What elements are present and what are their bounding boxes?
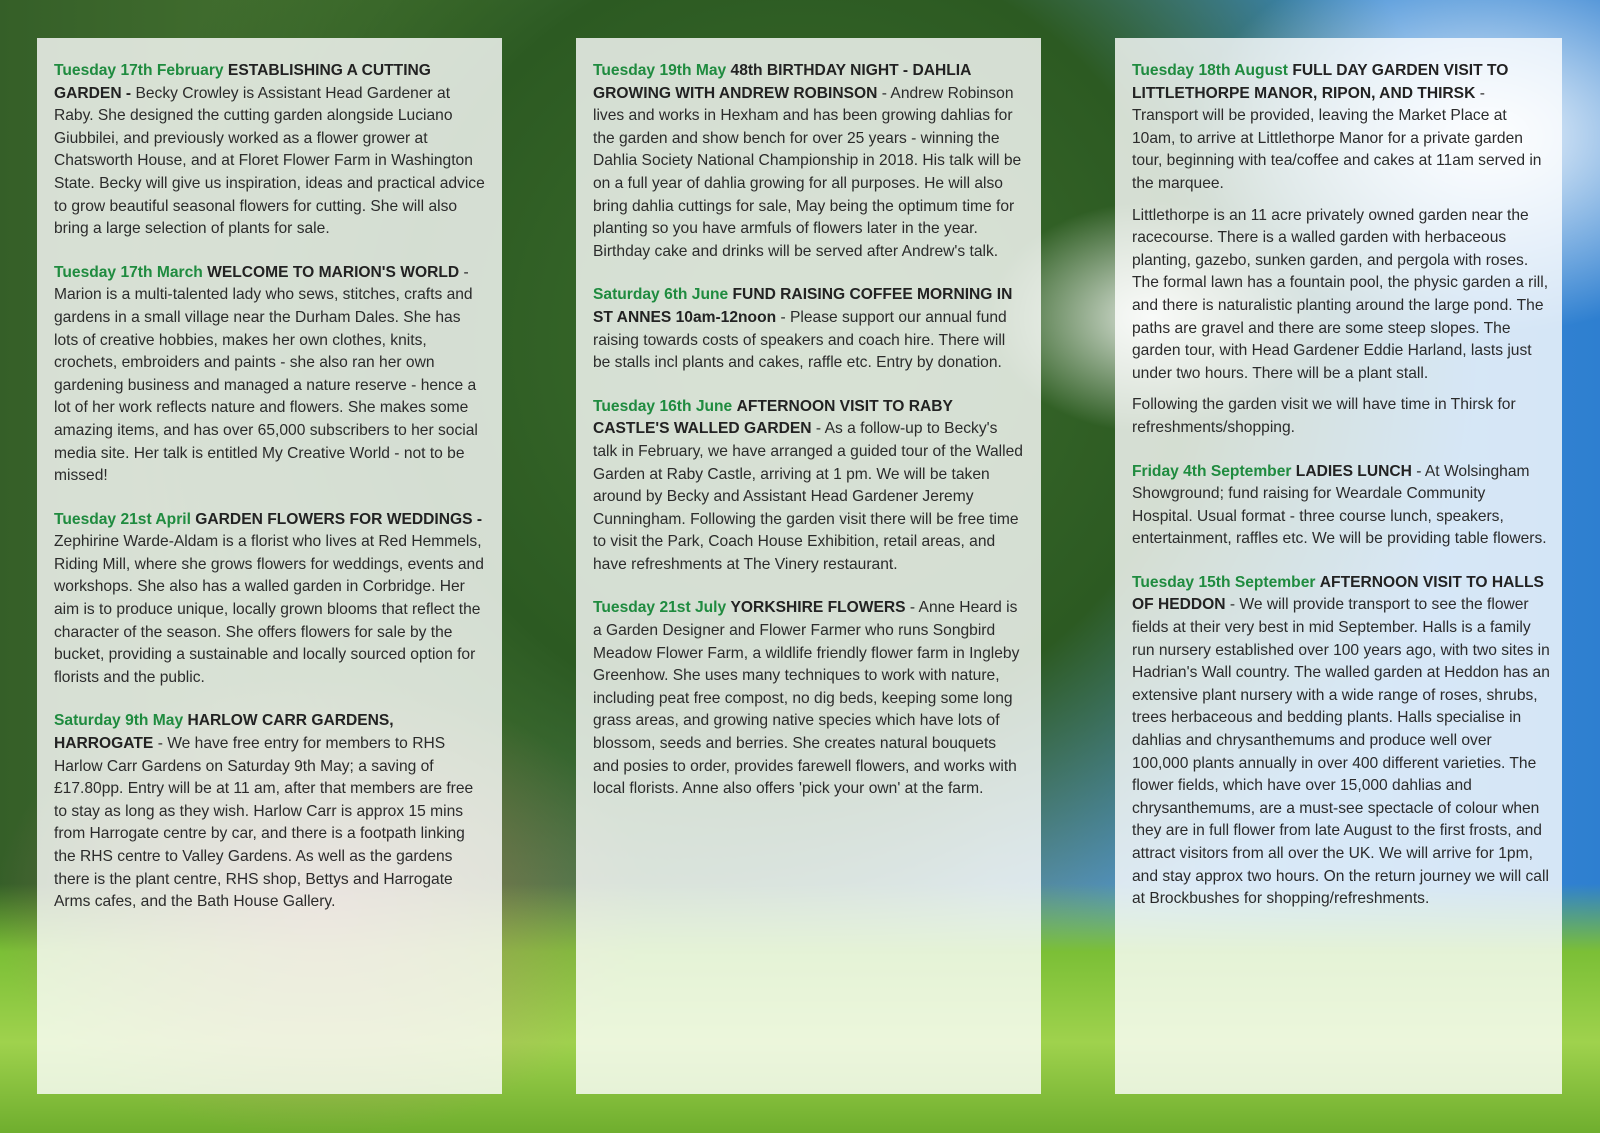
column-2 [576, 38, 1041, 1094]
event-date: Tuesday 16th June [593, 397, 733, 415]
event-entry [54, 509, 486, 690]
event-title: ESTABLISHING A CUTTING GARDEN - [54, 62, 431, 102]
event-description: - We have free entry for members to RHS Harlow Carr Gardens on Saturday 9th May; a saving of £17.80pp. Entry will be at 11 am, after that members are free to stay as long as they wish. Harlow Carr is approx 15 mins from Harrogate centre by car, and there is a footpath linking the RHS centre to Valley Gardens. As well as the gardens there is the plant centre, RHS shop, Bettys and Harrogate Arms cafes, and the Bath House Gallery. [54, 735, 474, 911]
event-entry [593, 597, 1025, 800]
event-title: GARDEN FLOWERS FOR WEDDINGS - [195, 510, 483, 528]
event-title: 48th BIRTHDAY NIGHT - DAHLIA GROWING WITH ANDREW ROBINSON [593, 62, 971, 102]
event-title: HARLOW CARR GARDENS, HARROGATE [54, 712, 394, 753]
event-title: AFTERNOON VISIT TO RABY CASTLE'S WALLED GARDEN [593, 397, 953, 438]
event-description: - As a follow-up to Becky's talk in February, we have arranged a guided tour of the Walled Garden at Raby Castle, arriving at 1 pm. We will be taken around by Becky and Assistant Head Gardener Jeremy Cunningham. Following the garden visit there will be free time to visit the Park, Coach House Exhibition, retail areas, and have refreshments at The Vinery restaurant. [593, 420, 1023, 573]
event-title: LADIES LUNCH [1295, 462, 1412, 480]
event-description: - We will provide transport to see the flower fields at their very best in mid September. Halls is a family run nursery established over 100 years ago, with two sites in Hadrian's Wall country. The walled garden at Heddon has an extensive plant nursery with a wide range of roses, shrubs, trees herbaceous and bedding plants. Halls specialise in dahlias and chrysanthemums and produce well over 100,000 plants annually in over 400 different varieties. The flower fields, which have over 15,000 dahlias and chrysanthemums, are a must-see spectacle of colour when they are in full flower from late August to the first frosts, and attract visitors from all over the UK. We will arrive for 1pm, and stay approx two hours. On the return journey we will call at Brockbushes for shopping/refreshments. [1132, 596, 1550, 908]
event-title: FUND RAISING COFFEE MORNING IN ST ANNES 10am-12noon [593, 286, 1013, 326]
event-description: - Andrew Robinson lives and works in Hexham and has been growing dahlias for the garden and show bench for over 25 years - winning the Dahlia Society National Championship in 2018. His talk will be on a full year of dahlia growing for all purposes. He will also bring dahlia cuttings for sale, May being the optimum time for planting so you have armfuls of flowers later in the year. Birthday cake and drinks will be served after Andrew's talk. [593, 84, 1022, 260]
event-date: Tuesday 21st July [593, 599, 727, 617]
event-date: Tuesday 21st April [54, 510, 191, 528]
event-date: Tuesday 15th September [1132, 573, 1316, 591]
event-entry [54, 60, 486, 241]
event-entry [54, 262, 486, 488]
event-date: Tuesday 17th February [54, 62, 224, 79]
event-description: - At Wolsingham Showground; fund raising for Weardale Community Hospital. Usual format - three course lunch, speakers, entertainment, raffles etc. We will be providing table flowers. [1132, 462, 1547, 548]
event-title: FULL DAY GARDEN VISIT TO LITTLETHORPE MANOR, RIPON, AND THIRSK [1132, 62, 1509, 102]
event-entry [1132, 60, 1550, 440]
column-3 [1115, 38, 1562, 1094]
event-entry [593, 60, 1025, 263]
event-description: - Please support our annual fund raising towards costs of speakers and coach hire. There will be stalls incl plants and cakes, raffle etc. Entry by donation. [593, 308, 1007, 372]
event-title: YORKSHIRE FLOWERS [730, 599, 906, 617]
event-entry [593, 396, 1025, 577]
event-paragraph: Littlethorpe is an 11 acre privately owned garden near the racecourse. There is a walled garden with herbaceous planting, gazebo, sunken garden, and pergola with roses. The formal lawn has a fountain pool, the physic garden a rill, and there is naturalistic planting around the large pond. The paths are gravel and there are some steep slopes. The garden tour, with Head Gardener Eddie Harland, lasts just under two hours. There will be a plant stall. [1132, 206, 1549, 382]
event-description: - Marion is a multi-talented lady who sews, stitches, crafts and gardens in a small village near the Durham Dales. She has lots of creative hobbies, makes her own clothes, knits, crochets, embroiders and paints - she also ran her own gardening business and managed a nature reserve - hence a lot of her work reflects nature and flowers. She makes some amazing items, and has over 65,000 subscribers to her social media site. Her talk is entitled My Creative World - not to be missed! [54, 263, 478, 485]
event-description: Becky Crowley is Assistant Head Gardener at Raby. She designed the cutting garden alongside Luciano Giubbilei, and previously worked as a flower grower at Chatsworth House, and at Floret Flower Farm in Washington State. Becky will give us inspiration, ideas and practical advice to grow beautiful seasonal flowers for cutting. She will also bring a large selection of plants for sale. [54, 84, 485, 238]
event-date: Tuesday 19th May [593, 62, 727, 79]
event-date: Saturday 6th June [593, 286, 729, 304]
event-date: Saturday 9th May [54, 712, 184, 730]
event-title: AFTERNOON VISIT TO HALLS OF HEDDON [1132, 573, 1544, 614]
event-date: Tuesday 17th March [54, 263, 203, 281]
column-1 [37, 38, 502, 1094]
event-entry [593, 284, 1025, 374]
event-date: Friday 4th September [1132, 462, 1292, 480]
event-title: WELCOME TO MARION'S WORLD [207, 263, 460, 281]
event-entry [1132, 572, 1550, 911]
event-description: - Transport will be provided, leaving the Market Place at 10am, to arrive at Littlethorpe Manor for a private garden tour, beginning with tea/coffee and cakes at 11am served in the marquee. [1132, 84, 1542, 192]
event-paragraph: Following the garden visit we will have time in Thirsk for refreshments/shopping. [1132, 396, 1516, 436]
event-date: Tuesday 18th August [1132, 62, 1288, 79]
event-intro [1132, 60, 1550, 196]
event-description: - Anne Heard is a Garden Designer and Flower Farmer who runs Songbird Meadow Flower Farm, a wildlife friendly flower farm in Ingleby Greenhow. She uses many techniques to work with nature, including peat free compost, no dig beds, keeping some long grass areas, and growing native species which have lots of blossom, seeds and berries. She creates natural bouquets and posies to order, provides farewell flowers, and works with local florists. Anne also offers 'pick your own' at the farm. [593, 599, 1020, 798]
event-entry [54, 710, 486, 913]
event-entry [1132, 461, 1550, 551]
event-description: Zephirine Warde-Aldam is a florist who lives at Red Hemmels, Riding Mill, where she grows flowers for weddings, events and workshops. She also has a walled garden in Corbridge. Her aim is to produce unique, locally grown blooms that reflect the character of the season. She offers flowers for sale by the bucket, providing a sustainable and locally sourced option for florists and the public. [54, 533, 484, 686]
